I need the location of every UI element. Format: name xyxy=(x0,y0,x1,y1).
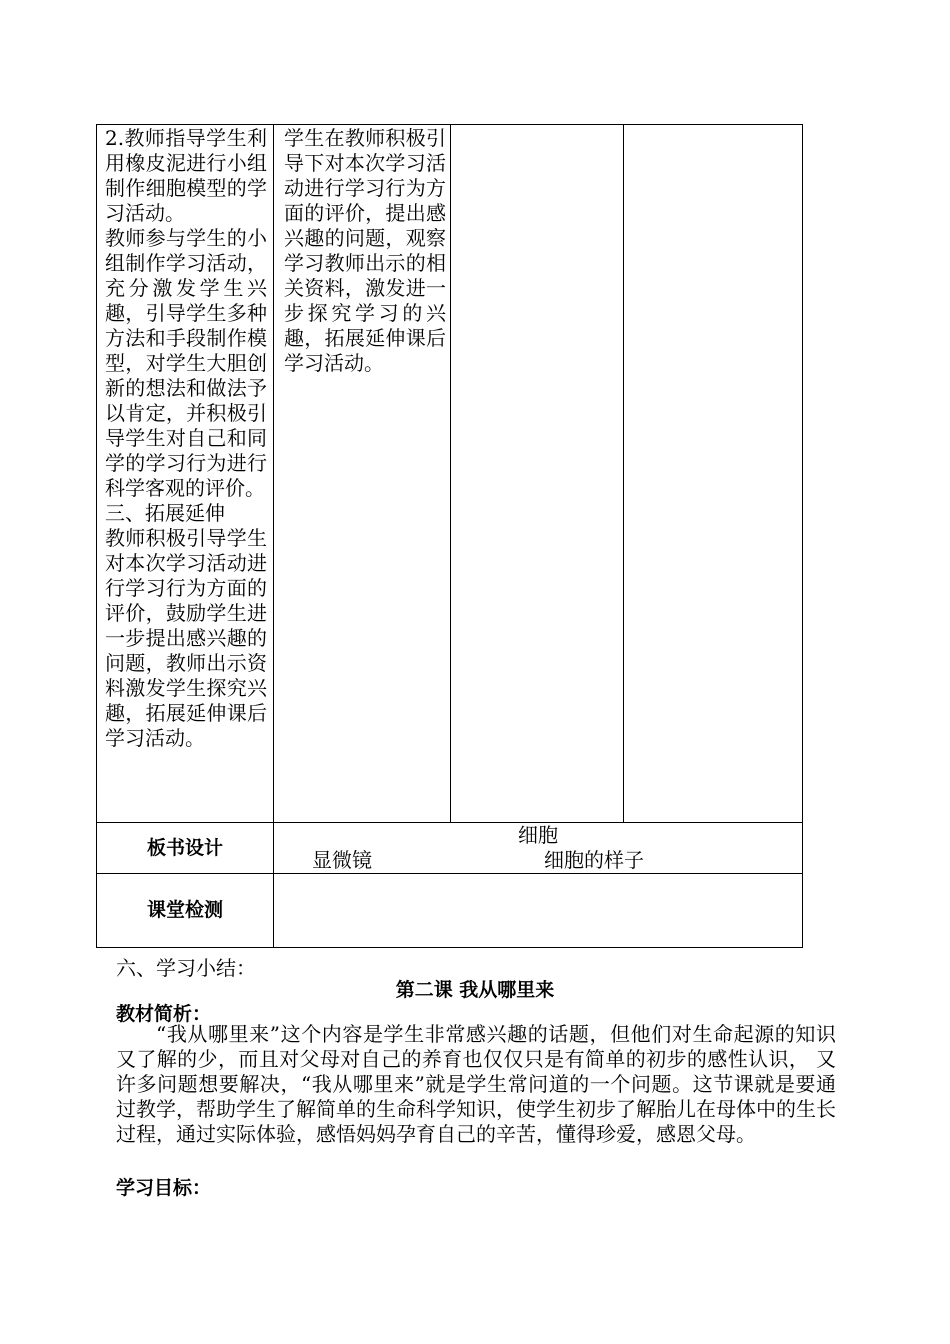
learning-goals-heading: 学习目标： xyxy=(116,1177,212,1199)
student-activity-text: 学生在教师积极引导下对本次学习活动进行学习行为方面的评价，提出感兴趣的问题，观察学习教师出示的相关资料，激发进一步探究学习的兴趣，拓展延伸课后学习活动。 xyxy=(284,126,446,375)
teacher-activity-cell xyxy=(97,125,274,823)
classroom-test-label: 课堂检测 xyxy=(97,874,274,948)
activity-row xyxy=(97,125,803,823)
board-design-label: 板书设计 xyxy=(97,823,274,874)
board-microscope-text: 显微镜 xyxy=(312,848,372,872)
material-analysis-paragraph: “我从哪里来”这个内容是学生非常感兴趣的话题，但他们对生命起源的知识又了解的少，而且对父母对自己的养育也仅仅只是有简单的初步的感性认识， 又许多问题想要解决，“我从哪里来”就是学生常问道的一个问题。这节课就是要通过教学，帮助学生了解简单的生命科学知识，使学生初步了解胎儿在母体中的生长过程，通过实际体验，感悟妈妈孕育自己的辛苦，懂得珍爱，感恩父母。 xyxy=(116,1022,836,1146)
classroom-test-row xyxy=(97,874,803,948)
empty-cell-3 xyxy=(451,125,624,823)
empty-cell-4 xyxy=(624,125,803,823)
board-cell-shape-text: 细胞的样子 xyxy=(544,848,644,872)
board-cell-text: 细胞 xyxy=(518,823,558,847)
lesson-title: 第二课 我从哪里来 xyxy=(395,979,555,1001)
board-design-row xyxy=(97,823,803,874)
classroom-test-content xyxy=(274,874,803,948)
lesson-table xyxy=(96,124,803,948)
board-design-content xyxy=(274,823,803,874)
material-analysis-heading: 教材简析： xyxy=(116,1003,212,1025)
teacher-activity-text: 2.教师指导学生利用橡皮泥进行小组制作细胞模型的学习活动。 教师参与学生的小组制作学习活动，充分激发学生兴趣，引导学生多种方法和手段制作模型，对学生大胆创新的想法和做法予以肯定，并积极引导学生对自己和同学的学习行为进行科学客观的评价。 三、拓展延伸 教师积极引导学生对本次学习活动进行学习行为方面的评价，鼓励学生进一步提出感兴趣的问题，教师出示资料激发学生探究兴趣，拓展延伸课后学习活动。 xyxy=(105,126,267,750)
student-activity-cell xyxy=(274,125,451,823)
learning-summary-heading: 六、学习小结： xyxy=(116,956,256,980)
